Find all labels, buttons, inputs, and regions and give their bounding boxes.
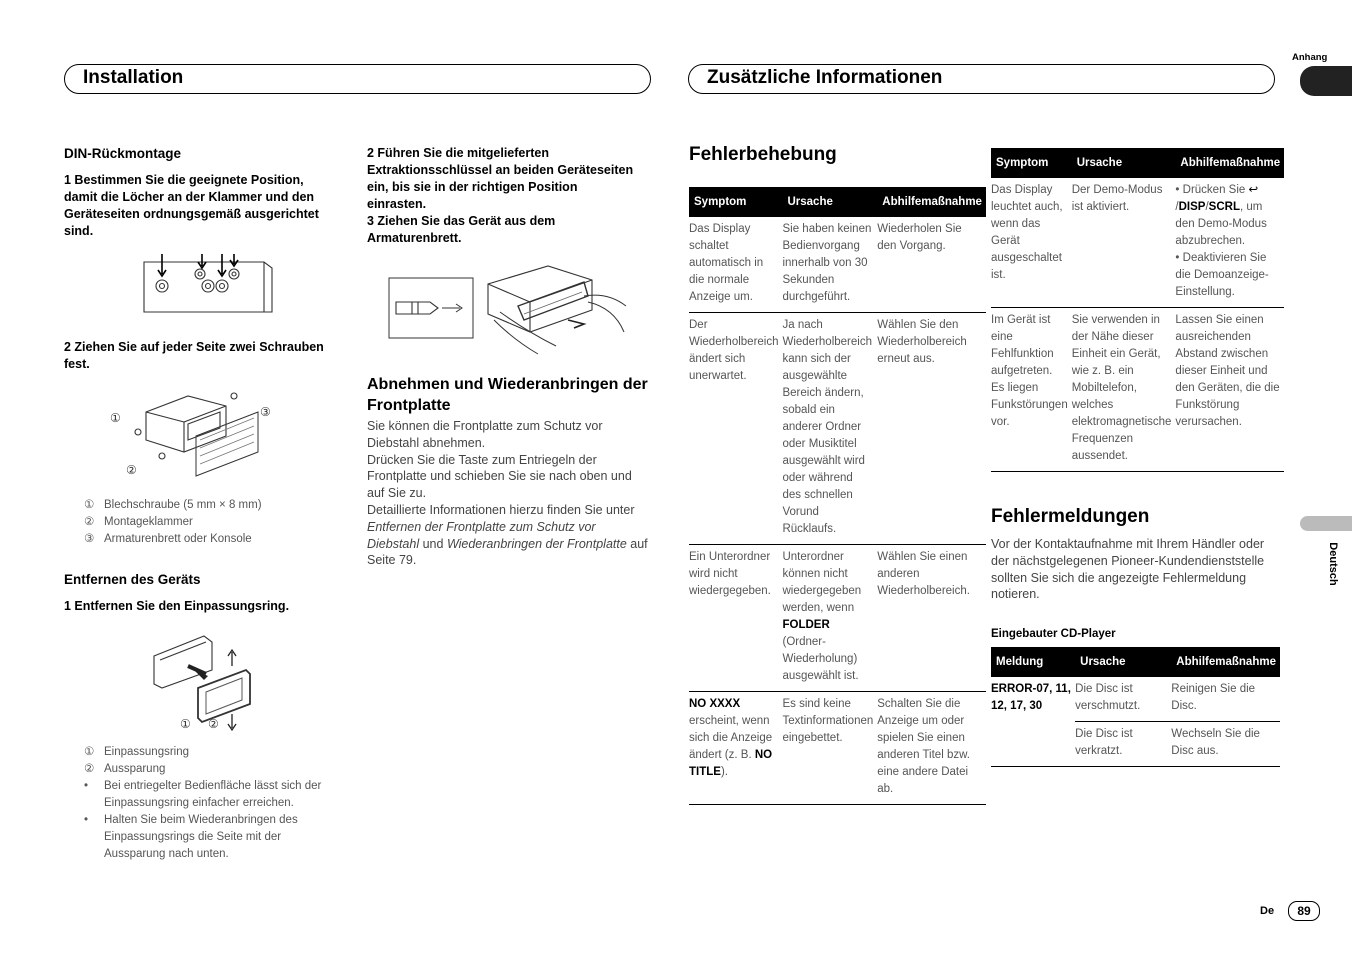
- error-messages-text: Vor der Kontaktaufnahme mit Ihrem Händler oder der nächstgelegenen Pioneer-Kundendienststelle sollten Sie sich die angezeigte Fehlermeldung notieren.: [991, 537, 1265, 602]
- error-messages-title: Fehlermeldungen: [991, 506, 1150, 527]
- legend-figure-2: [84, 497, 342, 548]
- table-row: Das Display schaltet automatisch in die normale Anzeige um. Sie haben keinen Bedienvorgang innerhalb von 30 Sekunden durchgeführt. Wiederholen Sie den Vorgang.: [689, 217, 986, 313]
- table-row: Die Disc ist verkratzt. Wechseln Sie die Disc aus.: [991, 722, 1280, 767]
- fig3-label-2: ②: [208, 717, 219, 731]
- figure-ring: [150, 630, 260, 734]
- table-row: Das Display leuchtet auch, wenn das Gerät ausgeschaltet ist. Der Demo-Modus ist aktiviert. • Drücken Sie ↩ /DISP/SCRL, um den Demo-Modus abzubrechen. • Deaktivieren Sie die Demoanzeige-Einstellung.: [991, 178, 1284, 308]
- col-header-abhilfe: Abhilfemaßnahme: [1171, 647, 1280, 677]
- col-header-ursache: Ursache: [1072, 148, 1176, 178]
- legend-item: ② Aussparung: [84, 763, 166, 775]
- fig2-label-3: ③: [260, 405, 271, 419]
- figure-din-holes: [142, 250, 274, 318]
- bullet-item: • Bei entriegelter Bedienfläche lässt sich der Einpassungsring einfacher erreichen.: [84, 780, 322, 809]
- legend-figure-3: [84, 744, 344, 863]
- figure-screws: [108, 382, 278, 478]
- bullet-item: • Halten Sie beim Wiederanbringen des Einpassungsrings die Seite mit der Aussparung nach unten.: [84, 814, 298, 860]
- error-table: [991, 647, 1280, 767]
- col-header-symptom: Symptom: [991, 148, 1072, 178]
- anhang-label: Anhang: [1292, 52, 1328, 63]
- col-header-meldung: Meldung: [991, 647, 1075, 677]
- fig2-label-2: ②: [126, 463, 137, 477]
- fig2-label-1: ①: [110, 411, 121, 425]
- figure-extract: [388, 262, 628, 356]
- col-header-ursache: Ursache: [1075, 647, 1171, 677]
- table-row: ERROR-07, 11, 12, 17, 30 Die Disc ist verschmutzt. Reinigen Sie die Disc.: [991, 677, 1280, 722]
- front-body: [367, 418, 651, 569]
- return-icon: ↩: [1248, 184, 1259, 196]
- section-title-zusatz: Zusätzliche Informationen: [707, 67, 943, 88]
- anhang-tab: [1300, 66, 1352, 96]
- page-number: 89: [1288, 901, 1320, 921]
- table-row: NO XXXX erscheint, wenn sich die Anzeige ändert (z. B. NO TITLE). Es sind keine Textinformationen eingebettet. Schalten Sie die Anzeige um oder spielen Sie einen anderen Titel bzw. eine andere Datei ab.: [689, 692, 986, 805]
- front-heading: Abnehmen und Wiederanbringen der Frontplatte: [367, 376, 648, 414]
- footer-lang: De: [1260, 905, 1275, 917]
- cd-player-heading: Eingebauter CD-Player: [991, 628, 1116, 640]
- language-tab-label: Deutsch: [1327, 542, 1339, 586]
- din-heading: DIN-Rückmontage: [64, 146, 182, 161]
- remove-step-1: 1 Entfernen Sie den Einpassungsring.: [64, 599, 290, 613]
- legend-item: ① Einpassungsring: [84, 746, 190, 758]
- front-p3: Detaillierte Informationen hierzu finden Sie unter Entfernen der Frontplatte zum Schutz vor Diebstahl und Wiederanbringen der Frontplatte auf Seite 79.: [367, 502, 648, 568]
- remove-heading: Entfernen des Geräts: [64, 572, 201, 587]
- din-step-1: 1 Bestimmen Sie die geeignete Position, damit die Löcher an der Klammer und den Geräteseiten ordnungsgemäß ausgerichtet sind.: [64, 173, 319, 238]
- legend-item: ② Montageklammer: [84, 516, 193, 528]
- table-row: Ein Unterordner wird nicht wiedergegeben. Unterordner können nicht wiedergegeben werden, wenn FOLDER (Ordner-Wiederholung) ausgewählt ist. Wählen Sie einen anderen Wiederholbereich.: [689, 545, 986, 692]
- fig3-label-1: ①: [180, 717, 191, 731]
- troubleshooting-table-continued: [991, 148, 1284, 472]
- table-row: Der Wiederholbereich ändert sich unerwartet. Ja nach Wiederholbereich kann sich der ausgewählte Bereich ändern, sobald ein anderer Ordner oder Musiktitel ausgewählt wird oder während des schnellen Vorund Rücklaufs. Wählen Sie den Wiederholbereich erneut aus.: [689, 313, 986, 545]
- troubleshooting-title: Fehlerbehebung: [689, 144, 837, 165]
- extract-step-2: 2 Führen Sie die mitgelieferten Extraktionsschlüssel an beiden Geräteseiten ein, bis sie in der richtigen Position einrasten.: [367, 146, 634, 211]
- col-header-abhilfe: Abhilfemaßnahme: [1175, 148, 1284, 178]
- troubleshooting-table: [689, 187, 986, 805]
- legend-item: ① Blechschraube (5 mm × 8 mm): [84, 499, 262, 511]
- front-p1: Sie können die Frontplatte zum Schutz vor Diebstahl abnehmen.: [367, 419, 603, 450]
- col-header-symptom: Symptom: [689, 187, 782, 217]
- language-tab: [1300, 516, 1352, 531]
- section-title-installation: Installation: [83, 67, 184, 88]
- col-header-abhilfe: Abhilfemaßnahme: [877, 187, 986, 217]
- table-row: Im Gerät ist eine Fehlfunktion aufgetreten. Es liegen Funkstörungen vor. Sie verwenden in der Nähe dieser Einheit ein Gerät, wie z. B. ein Mobiltelefon, welches elektromagnetische Frequenzen aussendet. Lassen Sie einen ausreichenden Abstand zwischen dieser Einheit und den Geräten, die die Funkstörung verursachen.: [991, 308, 1284, 472]
- col-header-ursache: Ursache: [782, 187, 877, 217]
- din-step-2: 2 Ziehen Sie auf jeder Seite zwei Schrauben fest.: [64, 340, 324, 371]
- front-p2: Drücken Sie die Taste zum Entriegeln der Frontplatte und schieben Sie sie nach oben und auf Sie zu.: [367, 452, 632, 501]
- section-bar-zusatz: [688, 64, 1275, 94]
- section-bar-installation: [64, 64, 651, 94]
- extract-step-3: 3 Ziehen Sie das Gerät aus dem Armaturenbrett.: [367, 214, 556, 245]
- legend-item: ③ Armaturenbrett oder Konsole: [84, 533, 252, 545]
